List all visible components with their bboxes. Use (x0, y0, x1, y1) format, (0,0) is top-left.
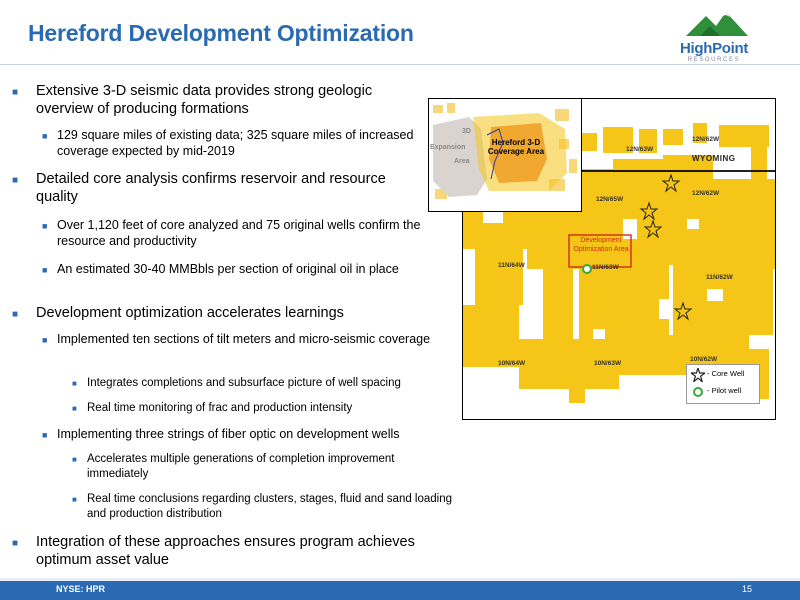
title-divider (0, 64, 800, 65)
bullet-marker: ■ (72, 455, 77, 464)
bullet-marker: ■ (42, 265, 48, 275)
legend-core-well: - Core Well (707, 369, 745, 378)
township-label: 11N/64W (498, 262, 525, 269)
bullet-marker: ■ (72, 379, 77, 388)
bullet-marker: ■ (42, 221, 48, 231)
bullet-text: Over 1,120 feet of core analyzed and 75 original wells confirm the resource and productivity (57, 218, 421, 248)
bullet-marker: ■ (42, 430, 48, 440)
bullet-text: Integration of these approaches ensures program achieves optimum asset value (36, 534, 415, 568)
township-label: 12N/62W (692, 190, 720, 197)
township-label: 12N/62W (692, 136, 720, 143)
bullet-marker: ■ (12, 309, 19, 320)
footer-ticker: NYSE: HPR (56, 584, 106, 594)
township-label: 10N/63W (594, 360, 622, 367)
state-label: WYOMING (692, 154, 736, 163)
mountain-icon (664, 6, 764, 42)
footer-bar (0, 581, 800, 600)
bullet-marker: ■ (12, 538, 19, 549)
township-label: 12N/63W (626, 146, 654, 153)
bullet-text: Detailed core analysis confirms reservoir and resource quality (36, 171, 386, 205)
bullet-marker: ■ (72, 495, 77, 504)
logo-subtitle: RESOURCES (687, 57, 741, 63)
inset-expansion-label-area: Area (454, 158, 470, 165)
bullet-text: Development optimization accelerates learnings (36, 305, 344, 321)
bullet-text: 129 square miles of existing data; 325 square miles of increased coverage expected by mid-2019 (57, 128, 414, 158)
pilot-well-circle-icon (692, 386, 704, 398)
page-number: 15 (741, 584, 752, 594)
bullet-text: Accelerates multiple generations of completion improvement immediately (87, 453, 395, 480)
core-well-star-icon (691, 368, 705, 382)
inset-expansion-label-word: Expansion (430, 144, 466, 151)
legend-pilot-well: - Pilot well (707, 386, 742, 395)
map-legend (686, 364, 760, 404)
bullet-marker: ■ (42, 131, 48, 141)
company-logo (664, 6, 764, 72)
pilot-well-marker (583, 265, 591, 273)
inset-coverage-label: Hereford 3-D Coverage Area (487, 138, 545, 156)
bullet-text: Implementing three strings of fiber optic on development wells (57, 427, 400, 441)
bullet-text: Real time monitoring of frac and production intensity (87, 402, 353, 414)
township-label: 10N/64W (498, 360, 526, 367)
township-label: 12N/65W (596, 196, 624, 203)
bullet-text: An estimated 30-40 MMBbls per section of original oil in place (57, 262, 399, 276)
township-label: 11N/63W (592, 264, 619, 271)
township-label: 10N/62W (690, 356, 718, 363)
bullet-marker: ■ (12, 87, 19, 98)
bullet-text: Implemented ten sections of tilt meters and micro-seismic coverage (57, 332, 431, 346)
bullet-marker: ■ (42, 335, 48, 345)
inset-expansion-label-3d: 3D (462, 128, 471, 135)
bullet-text: Extensive 3-D seismic data provides strong geologic overview of producing formations (36, 83, 373, 117)
bullet-text: Real time conclusions regarding clusters, stages, fluid and sand loading and production distribution (87, 493, 453, 520)
township-label: 11N/62W (706, 274, 733, 281)
logo-name: HighPoint (679, 40, 749, 57)
bullet-text: Integrates completions and subsurface picture of well spacing (87, 377, 401, 389)
development-area-label: Development Optimization Area (573, 237, 629, 253)
page-title: Hereford Development Optimization (28, 20, 414, 46)
bullet-marker: ■ (72, 404, 77, 413)
bullet-marker: ■ (12, 175, 19, 186)
